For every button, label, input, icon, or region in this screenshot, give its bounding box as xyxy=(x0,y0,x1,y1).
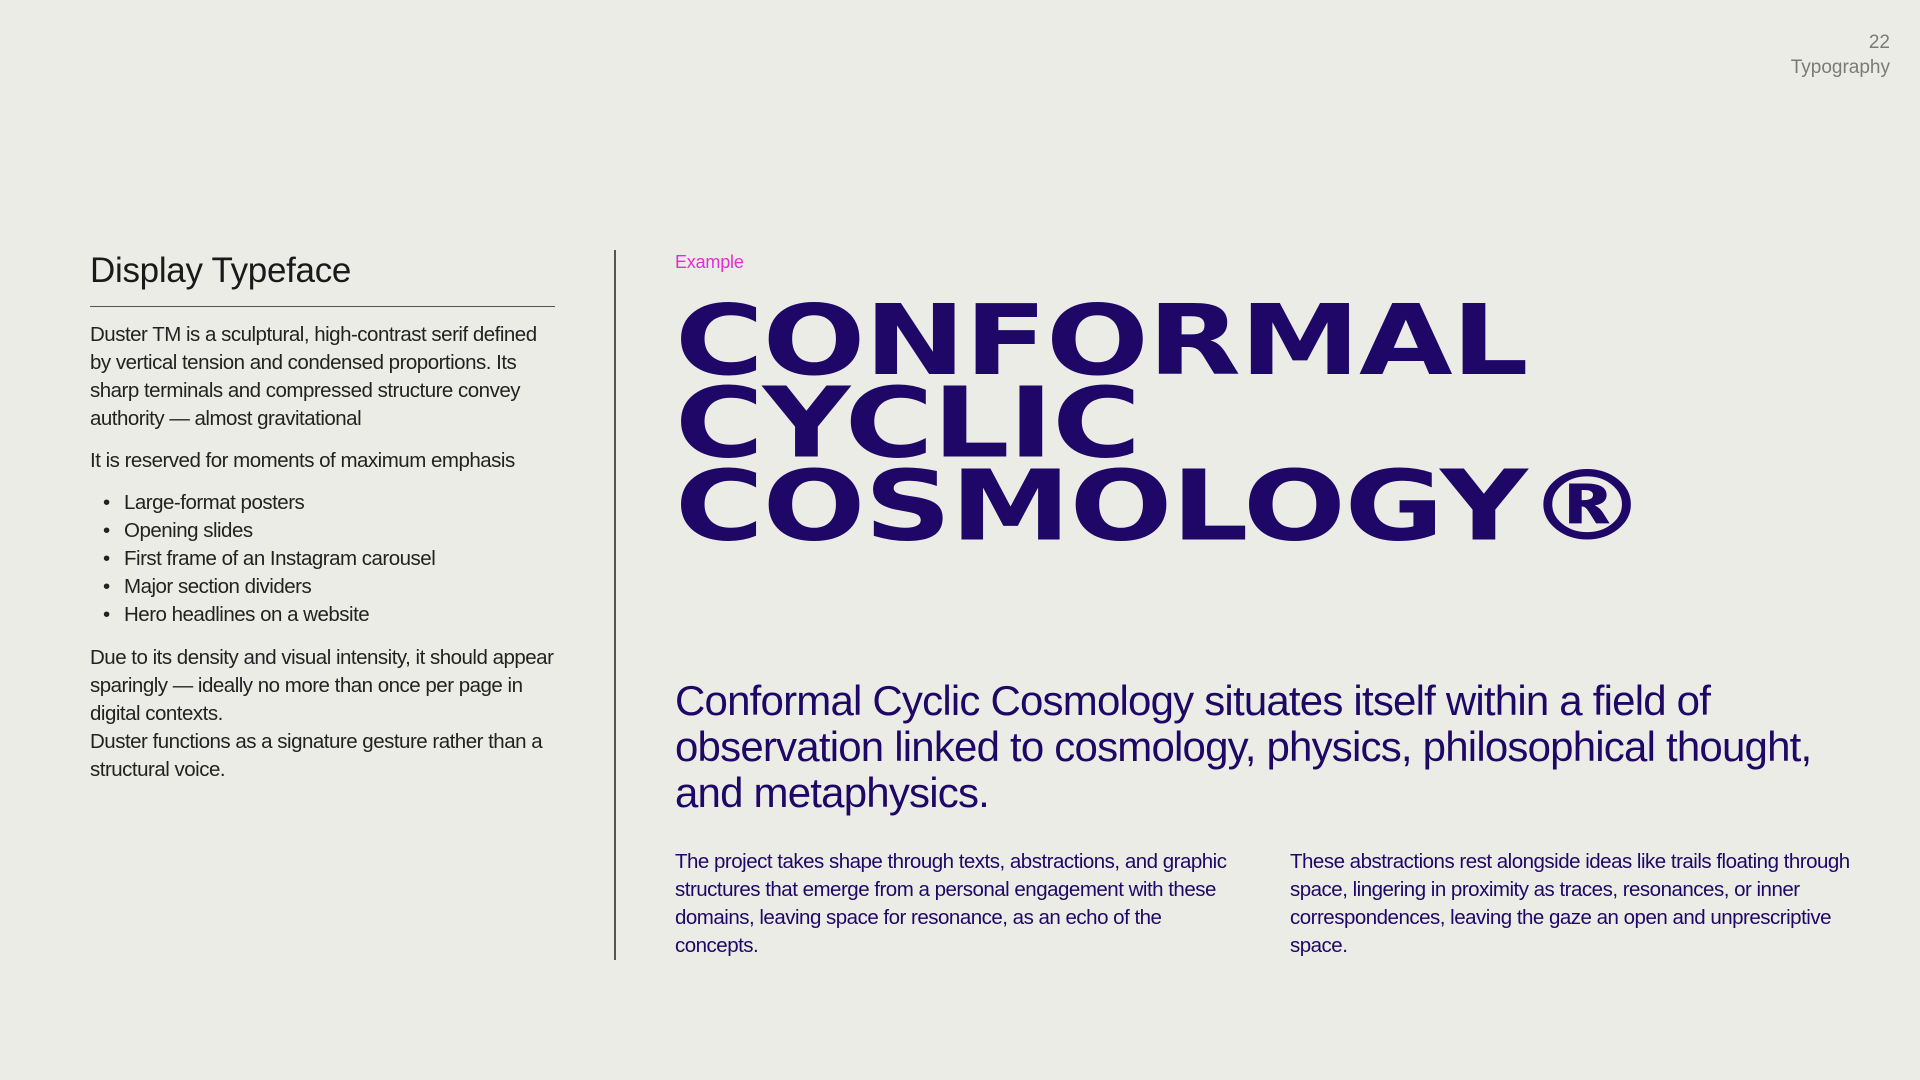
list-item xyxy=(90,573,555,601)
usage-list xyxy=(90,489,555,629)
list-item-label: Opening slides xyxy=(124,519,253,542)
section-name: Typography xyxy=(1790,57,1890,78)
page-header xyxy=(1791,30,1890,80)
body-paragraph-left: The project takes shape through texts, abstractions, and graphic structures that emerge from a personal engagement with these domains, leaving space for resonance, as an echo of the concepts. xyxy=(675,850,1227,957)
display-headline xyxy=(675,284,1920,563)
page-number: 22 xyxy=(1868,32,1890,53)
intro-paragraph: Duster TM is a sculptural, high-contrast serif defined by vertical tension and condensed proportions. Its sharp terminals and compressed structure convey authority — almost gravitational xyxy=(90,323,537,430)
usage-line-1: Due to its density and visual intensity, it should appear sparingly — ideally no more than once per page in digital contexts. xyxy=(90,646,554,725)
body-paragraph-right: These abstractions rest alongside ideas like trails floating through space, lingering in proximity as traces, resonances, or inner correspondences, leaving the gaze an open and unprescriptive space. xyxy=(1290,850,1850,957)
usage-line-2: Duster functions as a signature gesture rather than a structural voice. xyxy=(90,730,543,781)
list-item xyxy=(90,517,555,545)
title-divider xyxy=(90,306,555,307)
section-title: Display Typeface xyxy=(90,251,352,290)
bullet-icon: • xyxy=(103,575,110,598)
display-line-1: CONFORMAL xyxy=(675,284,1528,398)
bullet-icon: • xyxy=(103,547,110,570)
list-item-label: Hero headlines on a website xyxy=(124,603,370,626)
list-item-label: Large-format posters xyxy=(124,491,305,514)
list-item xyxy=(90,601,555,629)
lead-paragraph: Conformal Cyclic Cosmology situates itself within a field of observation linked to cosmology, physics, philosophical thought, and metaphysics. xyxy=(675,677,1812,816)
bullet-icon: • xyxy=(103,491,110,514)
usage-paragraph xyxy=(90,644,555,784)
display-line-2: CYCLIC xyxy=(675,367,1140,480)
reserved-paragraph: It is reserved for moments of maximum emphasis xyxy=(90,449,515,472)
body-columns xyxy=(675,848,1855,960)
display-line-3: COSMOLOGY® xyxy=(675,450,1647,563)
list-item-label: Major section dividers xyxy=(124,575,312,598)
list-item xyxy=(90,545,555,573)
list-item-label: First frame of an Instagram carousel xyxy=(124,547,436,570)
bullet-icon: • xyxy=(103,519,110,542)
example-label: Example xyxy=(675,252,744,272)
column-divider xyxy=(614,250,616,960)
list-item xyxy=(90,489,555,517)
example-panel xyxy=(675,250,1855,957)
typeface-description xyxy=(90,250,555,784)
bullet-icon: • xyxy=(103,603,110,626)
